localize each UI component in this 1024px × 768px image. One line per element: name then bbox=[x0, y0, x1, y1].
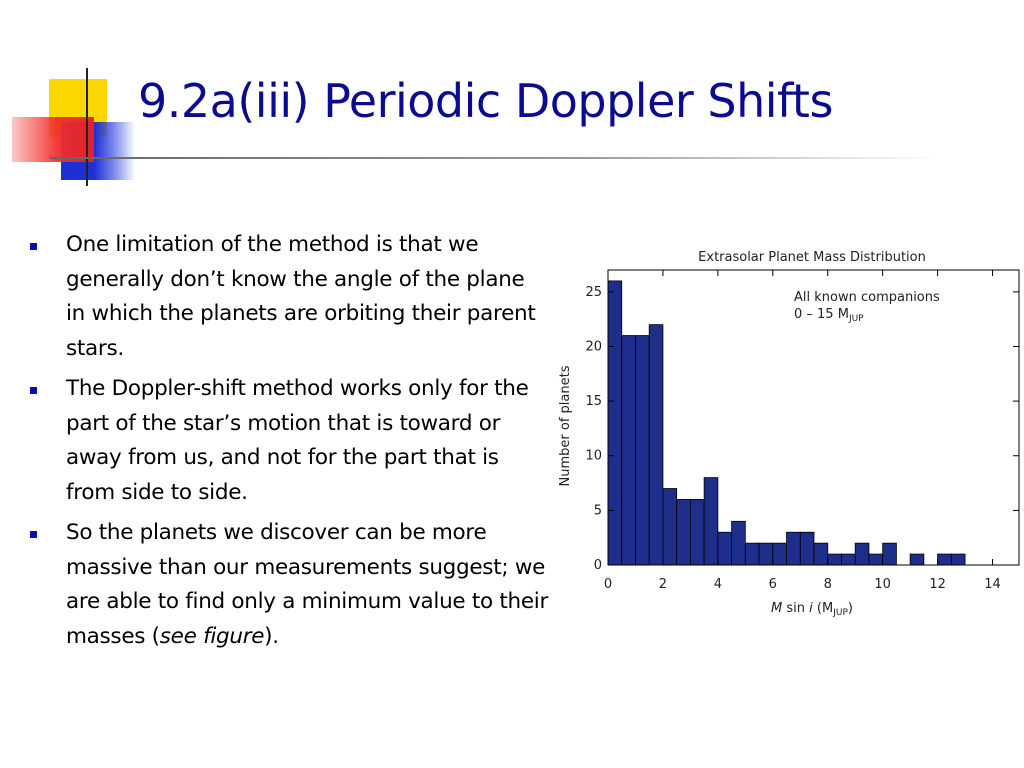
histogram-bar bbox=[649, 325, 663, 565]
x-tick-label: 8 bbox=[823, 577, 832, 592]
y-tick-label: 15 bbox=[585, 394, 602, 410]
histogram-bar bbox=[622, 336, 636, 565]
histogram-bar bbox=[718, 532, 732, 565]
bullet-square-icon bbox=[30, 531, 37, 538]
x-label-close: ) bbox=[847, 601, 853, 616]
histogram-bar bbox=[787, 532, 801, 565]
x-label-i: i bbox=[809, 601, 813, 616]
bullet-square-icon bbox=[30, 387, 37, 394]
x-label-m: M bbox=[771, 601, 783, 616]
x-tick-label: 2 bbox=[658, 577, 668, 592]
title-divider bbox=[50, 157, 940, 159]
bullet-item bbox=[28, 372, 548, 510]
histogram-bar bbox=[773, 543, 787, 565]
decor-red-bar bbox=[12, 117, 94, 162]
histogram-bar bbox=[938, 554, 952, 565]
bullet-square-icon bbox=[30, 243, 37, 250]
x-tick-label: 0 bbox=[603, 577, 613, 592]
bullet-item bbox=[28, 228, 548, 366]
bullet-text-start: So the planets we discover can be more massive than our measurements suggest; we are able to find only a minimum value to their masses ( bbox=[66, 520, 548, 649]
histogram-bar bbox=[663, 489, 677, 565]
histogram-bar bbox=[690, 499, 704, 565]
histogram-bar bbox=[869, 554, 883, 565]
bullet-text-end: ). bbox=[264, 623, 279, 649]
bars-group bbox=[608, 281, 965, 565]
y-tick-label: 25 bbox=[585, 284, 602, 300]
y-tick-label: 10 bbox=[585, 448, 602, 464]
bullet-text-italic: see figure bbox=[159, 623, 265, 649]
x-tick-label: 12 bbox=[929, 577, 946, 592]
bullet-list bbox=[28, 228, 548, 660]
y-tick-label: 20 bbox=[585, 339, 602, 355]
histogram-bar bbox=[828, 554, 842, 565]
x-tick-label: 10 bbox=[874, 577, 891, 592]
decor-vertical-line bbox=[86, 68, 88, 186]
x-tick-label: 4 bbox=[713, 577, 723, 592]
bullet-text bbox=[66, 516, 548, 654]
x-tick-label: 6 bbox=[768, 577, 777, 592]
histogram-bar bbox=[910, 554, 924, 565]
histogram-bar bbox=[814, 543, 828, 565]
y-tick-label: 5 bbox=[593, 503, 602, 519]
histogram-bar bbox=[841, 554, 855, 565]
histogram-bar bbox=[800, 532, 814, 565]
histogram-bar bbox=[677, 499, 691, 565]
x-label-sub: JUP bbox=[833, 608, 848, 618]
y-tick-label: 0 bbox=[593, 558, 602, 573]
x-label-open: (M bbox=[812, 601, 834, 616]
histogram-bar bbox=[759, 543, 773, 565]
x-tick-label: 14 bbox=[984, 577, 1001, 592]
histogram-bar bbox=[704, 478, 718, 565]
x-label-sin: sin bbox=[782, 601, 810, 616]
chart-annotation-line1: All known companions bbox=[794, 290, 940, 305]
histogram-bar bbox=[635, 336, 649, 565]
histogram-bar bbox=[732, 521, 746, 565]
histogram-bar bbox=[883, 543, 897, 565]
bullet-text: The Doppler-shift method works only for the part of the star’s motion that is toward or away from us, and not for the part that is from side to side. bbox=[66, 376, 529, 505]
chart-svg bbox=[545, 235, 1020, 630]
histogram-bar bbox=[855, 543, 869, 565]
slide-title: 9.2a(iii) Periodic Doppler Shifts bbox=[138, 74, 833, 128]
histogram-bar bbox=[745, 543, 759, 565]
chart-annotation-line2 bbox=[794, 307, 864, 324]
bullet-item bbox=[28, 516, 548, 654]
chart-title: Extrasolar Planet Mass Distribution bbox=[698, 250, 926, 265]
histogram-bar bbox=[608, 281, 622, 565]
mass-distribution-chart bbox=[545, 235, 1020, 630]
annotation-range: 0 – 15 M bbox=[794, 307, 849, 322]
bullet-text: One limitation of the method is that we generally don’t know the angle of the plane in which the planets are orbiting their parent stars. bbox=[66, 232, 536, 361]
y-axis-label: Number of planets bbox=[558, 365, 573, 487]
histogram-bar bbox=[951, 554, 965, 565]
annotation-sub: JUP bbox=[848, 314, 864, 324]
x-axis-label bbox=[771, 601, 853, 618]
